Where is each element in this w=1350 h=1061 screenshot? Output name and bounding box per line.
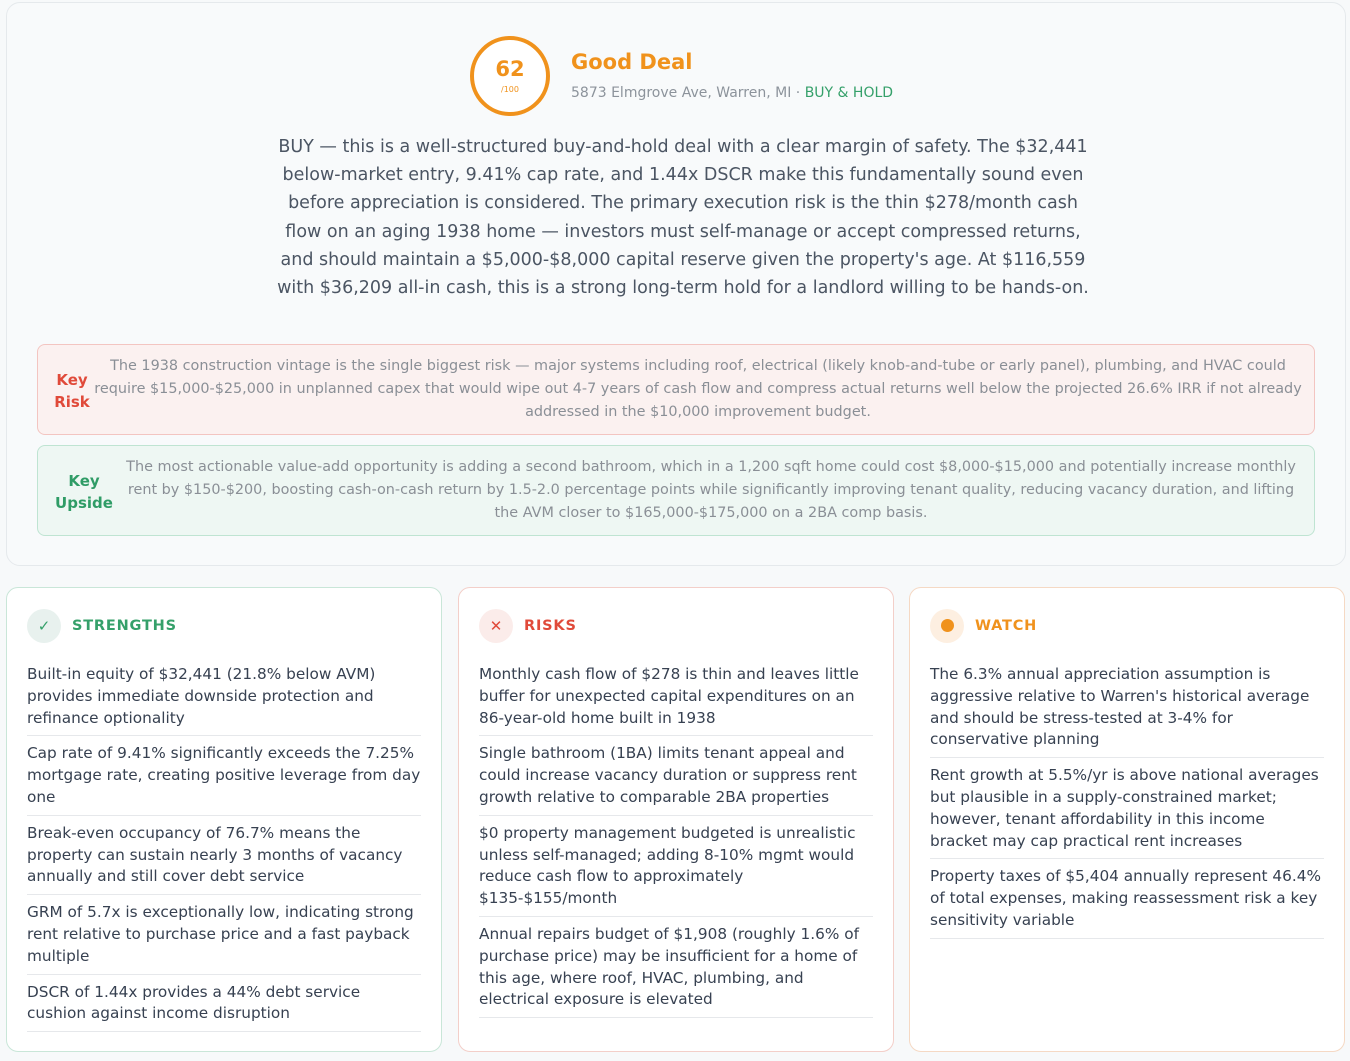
watch-list	[930, 664, 1324, 946]
risk-item: Monthly cash flow of $278 is thin and leaves little buffer for unexpected capital expenditures on an 86-year-old home built in 1938	[479, 664, 873, 736]
key-upside-label-line2: Upside	[55, 494, 113, 512]
property-address: 5873 Elmgrove Ave, Warren, MI	[571, 85, 792, 101]
risks-list	[479, 664, 873, 1025]
watch-item: Property taxes of $5,404 annually represent 46.4% of total expenses, making reassessment risk a key sensitivity variable	[930, 866, 1324, 938]
key-upside-callout	[37, 445, 1315, 536]
key-risk-label-line1: Key	[56, 371, 88, 389]
strengths-list	[27, 664, 421, 1039]
deal-score-value: 62	[495, 57, 525, 81]
watch-title: WATCH	[975, 618, 1038, 634]
strength-item: Cap rate of 9.41% significantly exceeds the 7.25% mortgage rate, creating positive leverage from day one	[27, 743, 421, 815]
strengths-panel	[6, 587, 442, 1052]
risk-item: $0 property management budgeted is unrealistic unless self-managed; adding 8-10% mgmt would reduce cash flow to approximately $135-$155/month	[479, 823, 873, 917]
dot-icon	[930, 609, 964, 643]
risk-item: Annual repairs budget of $1,908 (roughly 1.6% of purchase price) may be insufficient for a home of this age, where roof, HVAC, plumbing, and electrical exposure is elevated	[479, 924, 873, 1018]
check-icon: ✓	[27, 609, 61, 643]
key-risk-label-line2: Risk	[54, 393, 90, 411]
property-address-line	[571, 84, 893, 102]
deal-score-max: /100	[501, 85, 519, 94]
watch-panel	[909, 587, 1345, 1052]
risks-title: RISKS	[524, 618, 577, 634]
close-icon: ✕	[479, 609, 513, 643]
watch-item: Rent growth at 5.5%/yr is above national averages but plausible in a supply-constrained market; however, tenant affordability in this income bracket may cap practical rent increases	[930, 765, 1324, 859]
deal-score-badge	[470, 36, 550, 116]
key-risk-callout	[37, 344, 1315, 435]
strategy-tag: BUY & HOLD	[804, 85, 894, 101]
risks-panel	[458, 587, 894, 1052]
strength-item: Built-in equity of $32,441 (21.8% below AVM) provides immediate downside protection and refinance optionality	[27, 664, 421, 736]
watch-item: The 6.3% annual appreciation assumption is aggressive relative to Warren's historical average and should be stress-tested at 3-4% for conservative planning	[930, 664, 1324, 758]
risk-item: Single bathroom (1BA) limits tenant appeal and could increase vacancy duration or suppress rent growth relative to comparable 2BA properties	[479, 743, 873, 815]
strength-item: Break-even occupancy of 76.7% means the property can sustain nearly 3 months of vacancy annually and still cover debt service	[27, 823, 421, 895]
strength-item: DSCR of 1.44x provides a 44% debt service cushion against income disruption	[27, 982, 421, 1033]
key-risk-text: The 1938 construction vintage is the single biggest risk — major systems including roof, electrical (likely knob-and-tube or early panel), plumbing, and HVAC could require $15,000-$25,000 in unplanned capex that would wipe out 4-7 years of cash flow and compress actual returns well below the projected 26.6% IRR if not already addressed in the $10,000 improvement budget.	[94, 358, 1302, 420]
strength-item: GRM of 5.7x is exceptionally low, indicating strong rent relative to purchase price and a fast payback multiple	[27, 902, 421, 974]
deal-verdict: Good Deal	[571, 50, 693, 74]
address-separator: ·	[791, 85, 805, 101]
key-upside-label-line1: Key	[68, 472, 100, 490]
key-risk-label	[50, 369, 94, 413]
key-upside-text: The most actionable value-add opportunity is adding a second bathroom, which in a 1,200 sqft home could cost $8,000-$15,000 and potentially increase monthly rent by $150-$200, boosting cash-on-cash return by 1.5-2.0 percentage points while significantly improving tenant quality, reducing vacancy duration, and lifting the AVM closer to $165,000-$175,000 on a 2BA comp basis.	[126, 459, 1296, 521]
deal-summary-text: BUY — this is a well-structured buy-and-hold deal with a clear margin of safety. The $32,441 below-market entry, 9.41% cap rate, and 1.44x DSCR make this fundamentally sound even before appreciation is considered. The primary execution risk is the thin $278/month cash flow on an aging 1938 home — investors must self-manage or accept compressed returns, and should maintain a $5,000-$8,000 capital reserve given the property's age. At $116,559 with $36,209 all-in cash, this is a strong long-term hold for a landlord willing to be hands-on.	[277, 137, 1089, 299]
strengths-title: STRENGTHS	[72, 618, 177, 634]
key-upside-label	[52, 470, 116, 514]
